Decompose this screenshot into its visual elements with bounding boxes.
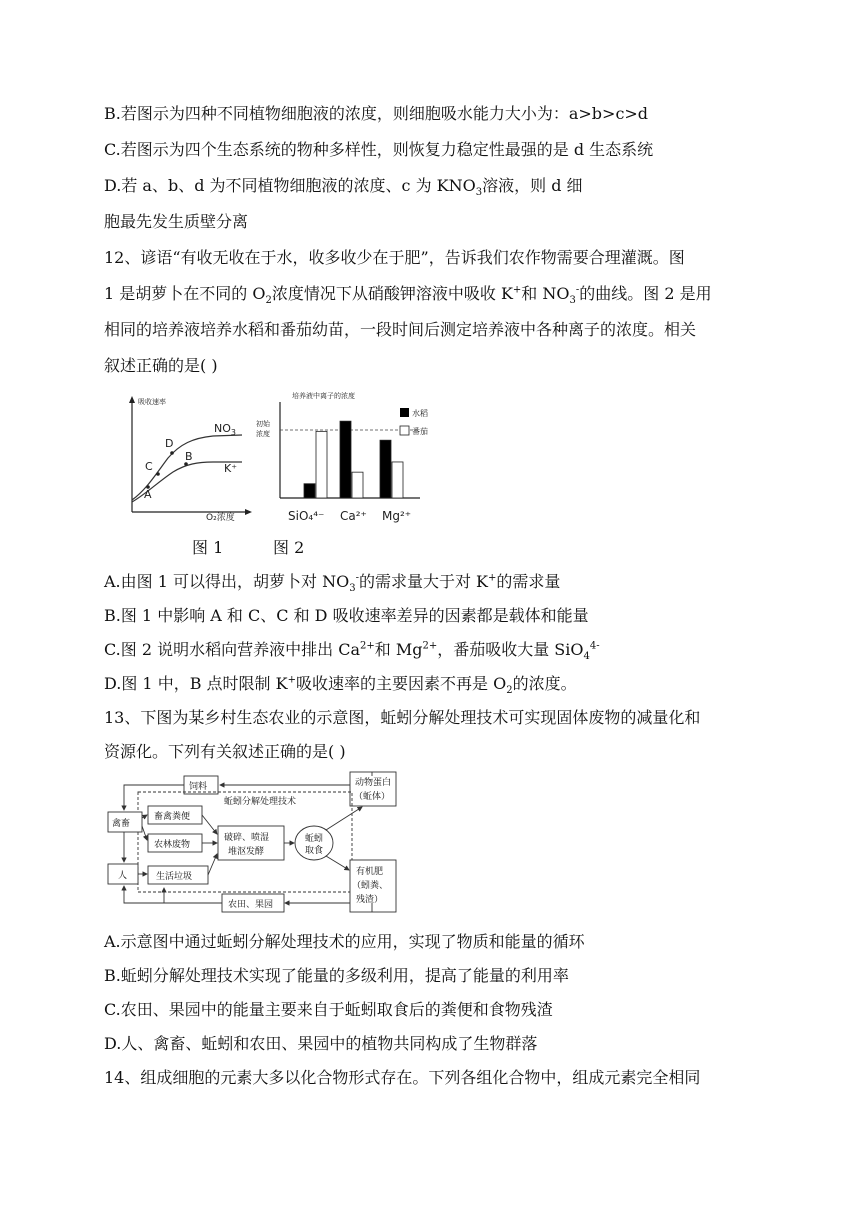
bar-tomato-0	[316, 431, 327, 498]
bar-rice-2	[380, 440, 391, 498]
arrow-protein-feed	[220, 772, 372, 785]
legend-rice: 水稻	[412, 409, 428, 418]
question-12-stem: 12、谚语“有收无收在于水，收多收少在于肥”，告诉我们农作物需要合理灌溉。图	[104, 248, 685, 267]
arrow-manure-process	[202, 815, 217, 834]
worm-label-2: 取食	[305, 846, 324, 856]
arrow-garbage-process	[208, 854, 217, 875]
option-d-line: D.若 a、b、d 为不同植物细胞液的浓度、c 为 $KNO_3$溶液，则 d 细	[104, 176, 583, 199]
option-c-line: C.若图示为四个生态系统的物种多样性，则恢复力稳定性最强的是 d 生态系统	[104, 140, 654, 159]
question-13-stem: 13、下图为某乡村生态农业的示意图，蚯蚓分解处理技术可实现固体废物的减量化和	[104, 708, 701, 727]
feed-label: 饲料	[189, 782, 208, 792]
option-d-line-cont: 胞最先发生质壁分离	[104, 212, 249, 231]
option-b-line: B.若图示为四种不同植物细胞液的浓度，则细胞吸水能力大小为：a>b>c>d	[104, 104, 649, 123]
point-d	[170, 451, 174, 455]
q13-option-b: B.蚯蚓分解处理技术实现了能量的多级利用，提高了能量的利用率	[104, 966, 569, 985]
q13-option-c: C.农田、果园中的能量主要来自于蚯蚓取食后的粪便和食物残渣	[104, 1000, 553, 1019]
livestock-label: 禽畜	[112, 819, 131, 829]
arrow-livestock-waste	[142, 826, 147, 840]
legend-swatch-tomato	[400, 426, 409, 435]
label-c: C	[145, 460, 153, 473]
human-label: 人	[118, 871, 128, 881]
fert-label-3: 残渣）	[356, 895, 384, 905]
no3-label: $NO_3$	[214, 422, 236, 437]
fig2-ylabel-1: 初始	[256, 420, 270, 428]
process-label-1: 破碎、喷湿	[224, 833, 270, 843]
tick-sio4: SiO₄⁴⁻	[288, 509, 325, 523]
y-axis-arrow	[129, 396, 135, 403]
legend-tomato: 番茄	[412, 427, 428, 436]
fert-label-2: （蚓粪、	[352, 881, 389, 891]
label-d: D	[165, 437, 174, 450]
fig2-ylabel-2: 浓度	[256, 430, 270, 438]
question-12-stem-4: 叙述正确的是( )	[104, 356, 218, 375]
arrow-livestock-manure	[142, 815, 147, 818]
q12-option-c: C.图 2 说明水稻向营养液中排出 $Ca^{2+}$和 $Mg^{2+}$，番茄吸收大量 SiO$_4^{4-}$	[104, 640, 600, 663]
tech-label: 蚯蚓分解处理技术	[224, 797, 297, 807]
figure-2-caption: 图 2	[273, 538, 305, 557]
legend-swatch-rice	[400, 408, 409, 417]
worm-label-1: 蚯蚓	[305, 834, 324, 844]
manure-label: 畜禽粪便	[154, 812, 191, 822]
bar-tomato-2	[392, 462, 403, 498]
bar-rice-0	[304, 484, 315, 498]
arrow-worm-fert	[326, 856, 349, 870]
figure-2-chart	[250, 386, 430, 528]
q12-option-d: D.图 1 中，B 点时限制 K+吸收速率的主要因素不再是 $O_2$的浓度。	[104, 674, 577, 697]
question-13-stem-2: 资源化。下列有关叙述正确的是( )	[104, 742, 346, 761]
point-c	[156, 472, 160, 476]
q13-option-d: D.人、禽畜、蚯蚓和农田、果园中的植物共同构成了生物群落	[104, 1034, 538, 1053]
bar-tomato-1	[352, 472, 363, 498]
bar-rice-1	[340, 421, 351, 498]
field-label: 农田、果园	[228, 900, 274, 910]
figure-1-graph	[118, 390, 258, 524]
question-12-stem-3: 相同的培养液培养水稻和番茄幼苗，一段时间后测定培养液中各种离子的浓度。相关	[104, 320, 697, 339]
waste-label: 农林废物	[154, 840, 191, 850]
fig1-ylabel: 吸收速率	[138, 398, 166, 406]
arrow-worm-protein	[326, 807, 362, 830]
q13-option-a: A.示意图中通过蚯蚓分解处理技术的应用，实现了物质和能量的循环	[104, 932, 585, 951]
question-12-stem-2: 1 是胡萝卜在不同的 $O_2$浓度情况下从硝酸钾溶液中吸收 K+和 $NO_3^-$的曲线。图 2 是用	[104, 284, 712, 307]
label-a: A	[144, 488, 152, 501]
protein-label-2: （蚯体）	[354, 792, 391, 802]
tick-mg: Mg²⁺	[382, 509, 412, 523]
question-14-stem: 14、组成细胞的元素大多以化合物形式存在。下列各组化合物中，组成元素完全相同	[104, 1068, 701, 1087]
garbage-label: 生活垃圾	[156, 872, 193, 882]
arrow-field-human	[124, 886, 222, 903]
eco-agriculture-diagram	[104, 770, 400, 916]
figure-1-caption: 图 1	[192, 538, 224, 557]
q12-option-b: B.图 1 中影响 A 和 C、C 和 D 吸收速率差异的因素都是载体和能量	[104, 606, 589, 625]
fert-label-1: 有机肥	[356, 867, 384, 877]
process-label-2: 堆沤发酵	[228, 847, 265, 857]
q12-option-a: A.由图 1 可以得出，胡萝卜对 $NO_3^-$的需求量大于对 K+的需求量	[104, 572, 561, 595]
protein-label-1: 动物蛋白	[355, 778, 392, 788]
tick-ca: Ca²⁺	[340, 509, 367, 523]
k-label: K⁺	[224, 462, 238, 475]
label-b: B	[185, 450, 193, 463]
fig2-title: 培养液中离子的浓度	[292, 392, 355, 400]
fig1-xlabel: O₂浓度	[206, 513, 235, 523]
